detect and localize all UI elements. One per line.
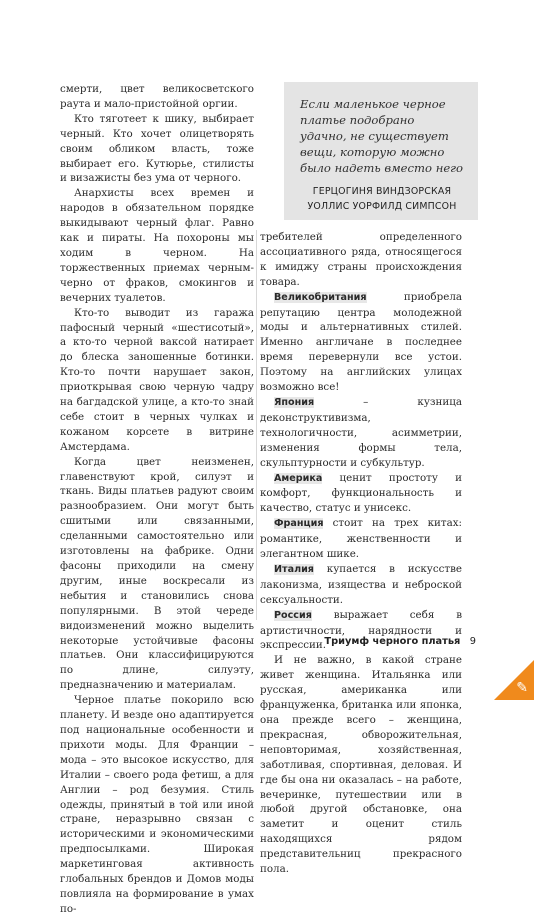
quote-author-name: УОЛЛИС УОРФИЛД СИМПСОН [307, 201, 457, 212]
column-divider [256, 230, 257, 620]
pencil-icon: ✎ [516, 680, 528, 696]
country-name: Россия [274, 609, 312, 621]
country-description: – кузница деконструктивизма, технологичности, асимметрии, изменения формы тела, скульптурности и субкультур. [260, 395, 462, 469]
country-description: ценит простоту и комфорт, функциональность и качество, статус и унисекс. [260, 471, 462, 515]
country-name: Франция [274, 518, 324, 530]
paragraph: Черное платье покорило всю планету. И везде оно адаптируется под национальные особенности и прихоти моды. Для Франции – мода – это высокое искусство, для Италии – своего рода фетиш, а для Англии – род безумия. Стиль одежды, принятый в той или иной стране, неразрывно связан с историческими и экономическими предпосылками. Широкая маркетинговая активность глобальных брендов и Домов моды повлияла на формирование в умах по- [60, 694, 254, 915]
country-paragraph [260, 562, 462, 608]
paragraph: Кто-то выводит из гаража пафосный черный «шестисотый», а кто-то черной ваксой натирает до блеска заношенные ботинки. Кто-то почти нарушает закон, приоткрывая свою черную чадру на багдадской улице, а кто-то знай себе стоит в черных чулках и кожаном корсете в витрине Амстердама. [60, 306, 254, 453]
country-description: стоит на трех китах: романтике, женственности и элегантном шике. [260, 517, 462, 561]
country-description: выражает себя в артистичности, нарядности и экспрессии. [260, 608, 462, 652]
paragraph: смерти, цвет великосветского раута и мало-пристойной оргии. [60, 83, 254, 110]
country-description: купается в искусстве лаконизма, изящества и неброской сексуальности. [260, 562, 462, 606]
country-name: Италия [274, 563, 314, 575]
page-footer [324, 636, 476, 647]
page-number: 9 [469, 636, 476, 647]
corner-badge [494, 660, 534, 700]
quote-author-title: ГЕРЦОГИНЯ ВИНДЗОРСКАЯ [312, 186, 452, 197]
pull-quote-box [284, 82, 478, 220]
running-title: Триумф черного платья [324, 636, 461, 647]
country-description: приобрела репутацию центра молодежной моды и альтернативных стилей. Именно англичане в последнее время перевернули все устои. Поэтому на английских улицах возможно все! [260, 290, 462, 394]
paragraph: Анархисты всех времен и народов в обязательном порядке выкидывают черный флаг. Равно как и пираты. На похороны мы ходим в черном. На торжественных приемах черным-черно от фраков, смокингов и вечерних туалетов. [60, 187, 254, 304]
quote-author [300, 184, 464, 214]
right-text-column [260, 230, 462, 877]
paragraph: требителей определенного ассоциативного ряда, относящегося к имиджу страны происхождения товара. [260, 231, 462, 288]
country-name: Великобритания [274, 291, 367, 303]
country-paragraph [260, 471, 462, 517]
left-text-column [60, 82, 254, 917]
paragraph: И не важно, в какой стране живет женщина. Итальянка или русская, американка или француженка, британка или японка, она прежде всего – женщина, прекрасная, обворожительная, неповторимая, хозяйственная, заботливая, спортивная, деловая. И где бы она ни оказалась – на работе, вечеринке, путешествии или в любой другой обстановке, она заметит и оценит стиль находящихся рядом представительниц прекрасного пола. [260, 654, 462, 876]
paragraph: Кто тяготеет к шику, выбирает черный. Кто хочет олицетворять своим обликом власть, тоже выбирает его. Кутюрье, стилисты и визажисты без ума от черного. [60, 112, 254, 185]
country-paragraph [260, 516, 462, 562]
quote-text: Если маленькое черное платье подобрано удачно, не существует вещи, которую можно было надеть вместо него [300, 97, 464, 175]
country-name: Япония [274, 396, 315, 408]
country-name: Америка [274, 472, 323, 484]
country-paragraph [260, 290, 462, 395]
country-paragraph [260, 395, 462, 471]
paragraph: Когда цвет неизменен, главенствуют крой, силуэт и ткань. Виды платьев радуют своим разнообразием. Они могут быть сшитыми или связанными, сделанными самостоятельно или изготовлены на фабрике. Одни фасоны приходили на смену другим, иные воскресали из небытия и становились снова популярными. В этой череде видоизменений можно выделить некоторые устойчивые фасоны платьев. Они классифицируются по длине, силуэту, предназначению и материалам. [60, 455, 254, 692]
